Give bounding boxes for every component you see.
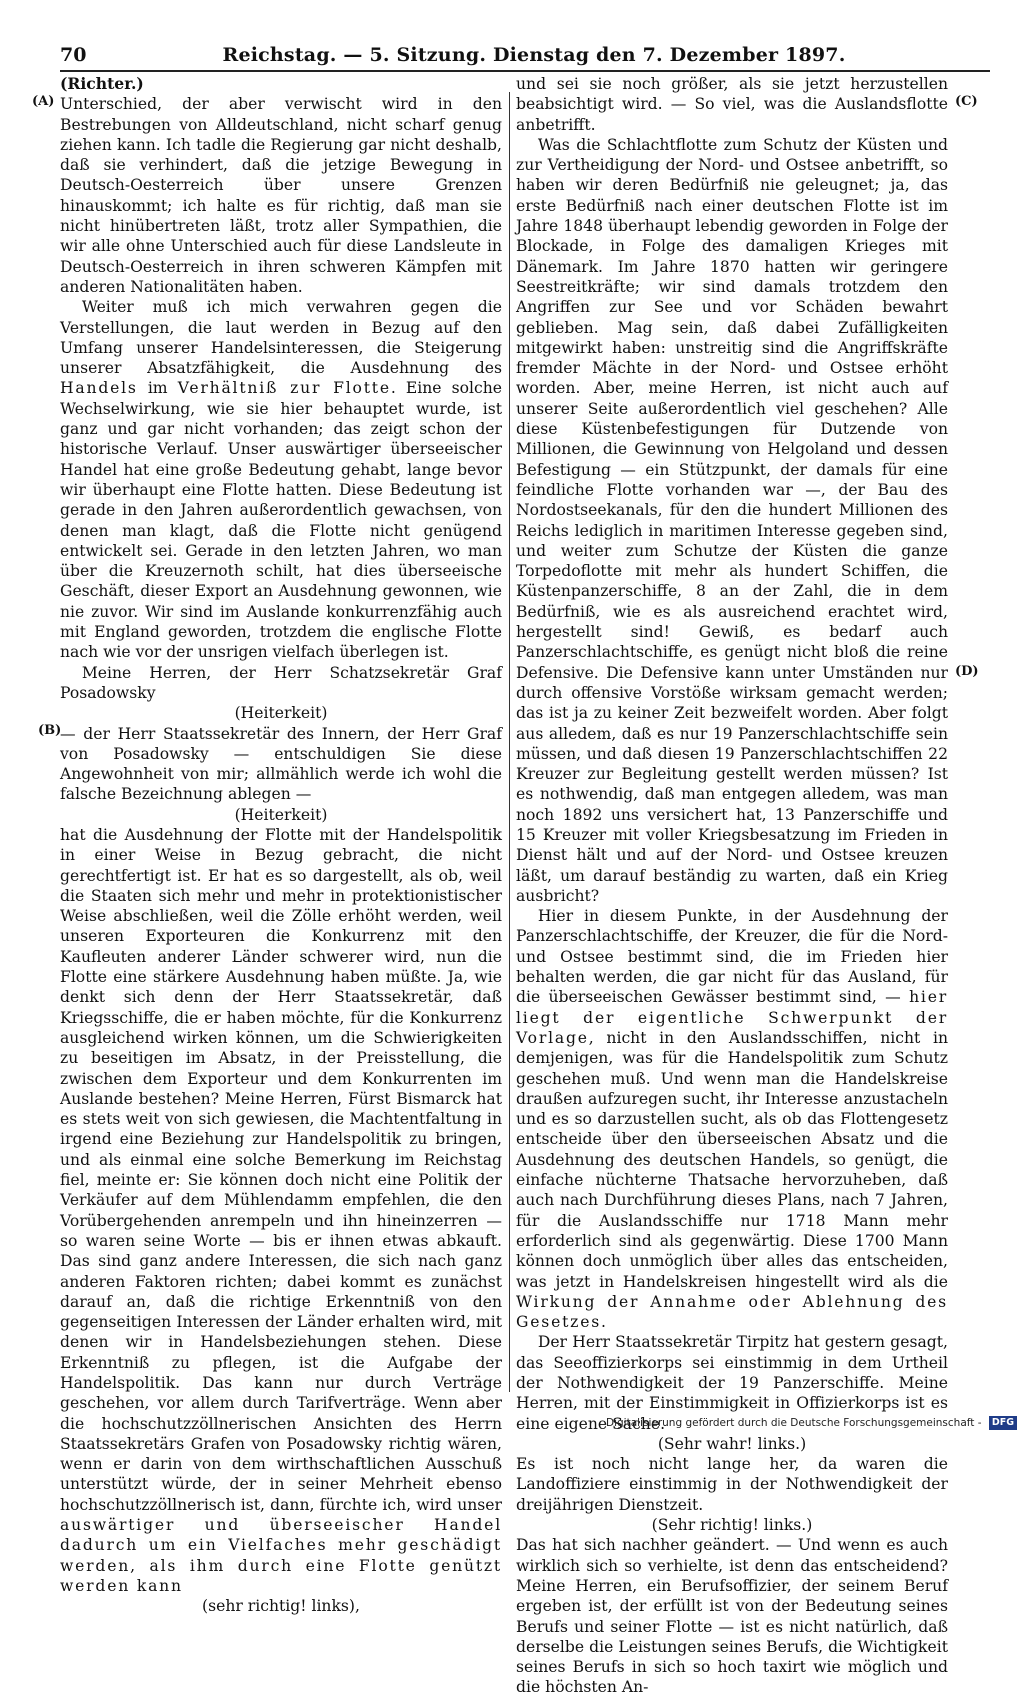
margin-letter-a: (A): [32, 94, 55, 109]
stage-direction: (Heiterkeit): [234, 805, 328, 824]
margin-letter-c: (C): [955, 94, 978, 109]
emphasis-text: Verhältniß zur Flotte: [177, 379, 391, 398]
header-rule: [60, 70, 990, 72]
running-title: Reichstag. — 5. Sitzung. Dienstag den 7. Dezember 1897.: [222, 44, 846, 66]
page-header: [60, 40, 990, 70]
dfg-logo: DFG: [989, 1416, 1017, 1430]
text-run: .: [601, 1313, 606, 1332]
emphasis-text: Wirkung der Annahme oder Ablehnung des Gesetzes: [516, 1292, 948, 1332]
stage-direction: (Heiterkeit): [234, 704, 328, 723]
footer-text: Digitalisierung gefördert durch die Deutsche Forschungsgemeinschaft -: [606, 1417, 982, 1429]
left-column: [60, 74, 502, 1616]
paragraph: Unterschied, der aber verwischt wird in den Bestrebungen von Alldeutschland, nicht scharf genug ziehen kann. Ich tadle die Regierung gar nicht deshalb, daß sie verhindert, daß die jetzige Bewegung in Deutsch-Oesterreich über unsere Grenzen hinauskommt; ich halte es für richtig, daß man sie nicht hinübertreten läßt, trotz aller Sympathien, die wir alle ohne Unterschied auch für diese Landsleute in Deutsch-Oesterreich in ihren schweren Kämpfen mit anderen Nationalitäten haben.: [60, 95, 502, 296]
paragraph: — der Herr Staatssekretär des Innern, der Herr Graf von Posadowsky — entschuldigen Sie diese Angewohnheit von mir; allmählich werde ich wohl die falsche Bezeichnung ablegen —: [60, 724, 502, 804]
paragraph: Was die Schlachtflotte zum Schutz der Küsten und zur Vertheidigung der Nord- und Ostsee anbetrifft, so haben wir deren Bedürfniß nie geleugnet; ja, das erste Bedürfniß nach einer deutschen Flotte ist im Jahre 1848 überhaupt lebendig geworden in Folge der Blockade, in Folge des damaligen Krieges mit Dänemark. Im Jahre 1870 hatten wir geringere Seestreitkräfte; wir sind damals trotzdem den Angriffen zur See und vor Schäden bewahrt geblieben. Mag sein, daß dabei Zufälligkeiten mitgewirkt haben: unstreitig sind die Angriffskräfte fremder Mächte in der Nord- und Ostsee erhöht worden. Aber, meine Herren, ist nicht auch auf unserer Seite außerordentlich viel geschehen? Alle diese Küstenbefestigungen für Dutzende von Millionen, die Gewinnung von Helgoland und dessen Befestigung — ein Stützpunkt, der damals für eine feindliche Flotte vorhanden war —, der Bau des Nordostseekanals, für den die hundert Millionen des Reichs lediglich in maritimen Interesse gegeben sind, und weiter zum Schutze der Küsten die ganze Torpedoflotte mit mehr als hundert Schiffen, die Küstenpanzerschiffe, 8 an der Zahl, die in dem Bedürfniß, wie es als ausreichend erachtet wird, hergestellt sind! Gewiß, es bedarf auch Panzerschlachtschiffe, es genügt nicht bloß die reine Defensive. Die Defensive kann unter Umständen nur durch offensive Vorstöße wirksam gemacht werden; das ist ja zu keiner Zeit bezweifelt worden. Aber folgt aus alledem, daß es nur 19 Panzerschlachtschiffe sein müssen, und daß diesen 19 Panzerschlachtschiffen 22 Kreuzer zur Begleitung gestellt werden müssen? Ist es nothwendig, daß man entgegen alledem, was man noch 1892 uns versichert hat, 13 Panzerschiffe und 15 Kreuzer mit voller Kriegsbesatzung im Frieden in Dienst hält und auf der Nord- und Ostsee kreuzen läßt, um darauf beständig zu warten, daß ein Krieg ausbricht?: [516, 135, 948, 905]
column-divider: [509, 92, 510, 1392]
digitization-footer: [606, 1413, 1015, 1433]
text-run: hat die Ausdehnung der Flotte mit der Handelspolitik in einer Weise in Bezug gebracht, die nicht gerechtfertigt ist. Er hat es so dargestellt, als ob, weil die Staaten sich mehr und mehr in protektionistischer Weise abschließen, weil die Zölle erhöht werden, weil unseren Exporteuren die Konkurrenz mit den Kaufleuten anderer Länder schwerer wird, nun die Flotte eine stärkere Ausdehnung haben müßte. Ja, wie denkt sich denn der Herr Staatssekretär, daß Kriegsschiffe, die er haben möchte, für die Konkurrenz ausgleichend wirken können, um die Schwierigkeiten zu beseitigen im Absatz, in der Preisstellung, die zwischen dem Exporteur und dem Konkurrenten im Auslande bestehen? Meine Herren, Fürst Bismarck hat es stets weit von sich gewiesen, die Machtentfaltung in irgend eine Beziehung zur Handelspolitik zu bringen, und als einmal eine solche Bemerkung im Reichstag fiel, meinte er: Sie können doch nicht eine Politik der Verkäufer auf dem Mühlendamm empfehlen, die den Vorübergehenden anrempeln und ihn hineinzerren — so waren seine Worte — bis er ihnen etwas abkauft. Das sind ganz andere Interessen, die sich nach ganz anderen Faktoren richten; dabei kommt es zunächst darauf an, daß die richtige Erkenntniß von den gegenseitigen Interessen der Länder erhalten wird, mit denen wir in Handelsbeziehungen stehen. Diese Erkenntniß zu pflegen, ist die Aufgabe der Handelspolitik. Das kann nur durch Verträge geschehen, vor allem durch Tarifverträge. Wenn aber die hochschutzzöllnerischen Ansichten des Herrn Staatssekretärs Grafen von Posadowsky richtig wären, wenn er darin von dem wirthschaftlichen Ausschuß unterstützt würde, der in seiner Mehrheit ebenso hochschutzzöllnerisch ist, dann, fürchte ich, wird unser: [60, 825, 502, 1514]
paragraph: Es ist noch nicht lange her, da waren die Landoffiziere einstimmig in der Nothwendigkeit der dreijährigen Dienstzeit.: [516, 1455, 948, 1514]
paragraph: Das hat sich nachher geändert. — Und wenn es auch wirklich sich so verhielte, ist denn das entscheidend? Meine Herren, ein Berufsoffizier, der seinem Beruf ergeben ist, der erfüllt ist von der Bedeutung seines Berufs und seiner Flotte — ist es nicht natürlich, daß derselbe die Leistungen seines Berufs, die Wichtigkeit seines Berufs in sich so hoch taxirt wie möglich und die höchsten An-: [516, 1536, 948, 1697]
emphasis-text: Handels: [60, 379, 138, 398]
emphasis-text: auswärtiger und überseeischer Handel dadurch um ein Vielfaches mehr geschädigt werden, als ihm durch eine Flotte genützt werden kann: [60, 1516, 502, 1595]
paragraph: Meine Herren, der Herr Schatzsekretär Graf Posadowsky: [60, 663, 502, 702]
paragraph: Der Herr Staatssekretär Tirpitz hat gestern gesagt, das Seeoffizierkorps sei einstimmig in dem Urtheil der Nothwendigkeit der 19 Panzerschiffe. Meine Herren, mit der Einstimmigkeit in Offizierkorps ist es eine eigene Sache.: [516, 1333, 948, 1433]
stage-direction: (Sehr wahr! links.): [657, 1434, 807, 1453]
page-number: 70: [60, 44, 87, 66]
margin-letter-d: (D): [955, 664, 979, 679]
text-run: . Eine solche Wechselwirkung, wie sie hier behauptet wurde, ist ganz und gar nicht vorhanden; das zeigt schon der historische Verlauf. Unser auswärtiger überseeischer Handel hat eine große Bedeutung gehabt, lange bevor wir überhaupt eine Flotte hatten. Diese Bedeutung ist gerade in den Jahren außerordentlich gewachsen, von denen man klagt, daß die Flotte nicht genügend entwickelt sei. Gerade in den letzten Jahren, wo man über die Kreuzernoth schilt, hat dies überseeische Geschäft, dieser Export an Ausdehnung gewonnen, wie nie zuvor. Wir sind im Auslande konkurrenzfähig auch mit England geworden, trotzdem die englische Flotte nach wie vor der unsrigen vielfach überlegen ist.: [60, 379, 502, 662]
emphasis-text: hier liegt der eigentliche Schwerpunkt der Vorlage: [516, 988, 948, 1047]
text-run: im: [137, 379, 178, 398]
speaker-name: (Richter.): [60, 74, 144, 93]
text-run: Hier in diesem Punkte, in der Ausdehnung der Panzerschlachtschiffe, der Kreuzer, die für die Nord- und Ostsee bestimmt sind, die im Frieden hier behalten werden, die gar nicht für das Ausland, für die überseeischen Gewässer bestimmt sind, —: [516, 907, 948, 1007]
text-run: Weiter muß ich mich verwahren gegen die Verstellungen, die laut werden in Bezug auf den Umfang unserer Handelsinteressen, die Steigerung unserer Absatzfähigkeit, die Ausdehnung des: [60, 298, 502, 378]
stage-direction: (sehr richtig! links),: [202, 1597, 360, 1616]
paragraph: [60, 297, 502, 662]
paragraph: [516, 906, 948, 1332]
paragraph: [60, 825, 502, 1596]
stage-direction: (Sehr richtig! links.): [651, 1516, 813, 1535]
margin-letter-b: (B): [38, 723, 62, 738]
text-run: , nicht in den Auslandsschiffen, nicht in demjenigen, was für die Handelspolitik zum Schutz geschehen muß. Und wenn man die Handelskreise draußen aufzuregen sucht, ihr Interesse anzustacheln und es so darzustellen sucht, als ob das Flottengesetz entscheide über den überseeischen Absatz und die Ausdehnung des deutschen Handels, so genügt, die einfache nüchterne Thatsache hervorzuheben, daß auch nach Durchführung dieses Plans, nach 7 Jahren, für die Auslandsschiffe nur 1718 Mann mehr erforderlich sind als gegenwärtig. Diese 1700 Mann können doch unmöglich über alles das entscheiden, was jetzt in Handelskreisen hingestellt wird als die: [516, 1028, 948, 1291]
paragraph: und sei sie noch größer, als sie jetzt herzustellen beabsichtigt wird. — So viel, was die Auslandsflotte anbetrifft.: [516, 75, 948, 134]
